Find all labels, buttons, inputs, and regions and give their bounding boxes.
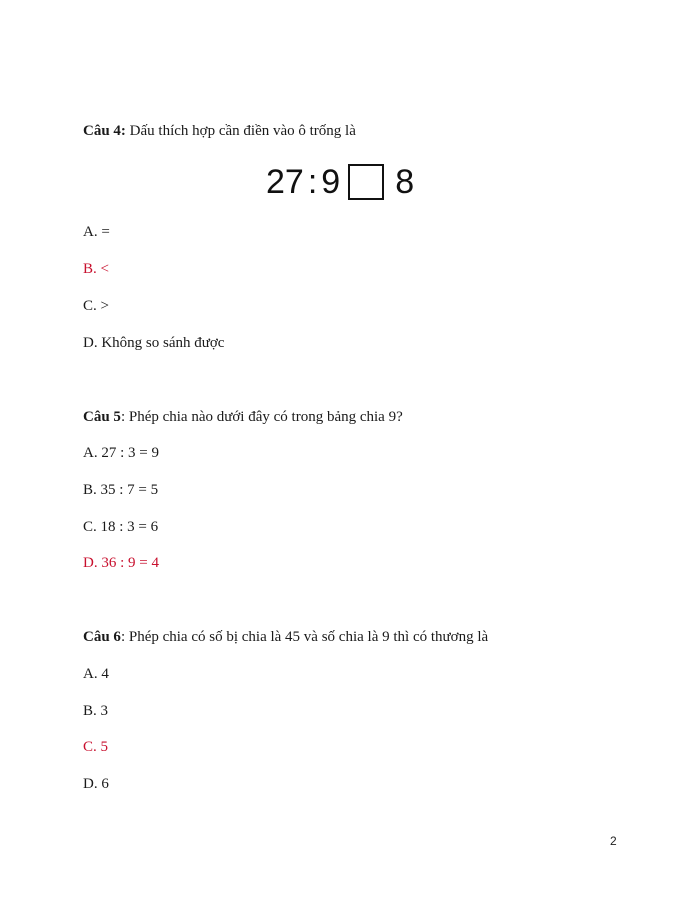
option-d: D. 6 — [83, 776, 109, 792]
option-a: A. 27 : 3 = 9 — [83, 445, 159, 461]
option-b: B. 3 — [83, 703, 109, 719]
option-a: A. = — [83, 224, 110, 240]
question-text: : Phép chia có số bị chia là 45 và số chia là 9 thì có thương là — [120, 629, 489, 645]
option-b-correct: B. < — [83, 261, 109, 277]
question-text: Dấu thích hợp cần điền vào ô trống là — [125, 123, 356, 139]
option-c: C. > — [83, 298, 109, 314]
option-d-correct: D. 36 : 9 = 4 — [83, 555, 159, 571]
question-label: Câu 6 — [83, 629, 121, 645]
option-a: A. 4 — [83, 666, 109, 682]
option-d: D. Không so sánh được — [83, 335, 225, 351]
division-sign: : — [307, 162, 318, 201]
question-6-heading — [83, 627, 488, 647]
math-expression — [266, 160, 414, 204]
question-5-heading — [83, 407, 403, 427]
comparison-number: 8 — [395, 162, 415, 201]
question-label: Câu 4: — [83, 123, 126, 139]
question-text: : Phép chia nào dưới đây có trong bảng chia 9? — [120, 409, 403, 425]
question-4-heading — [83, 121, 356, 141]
page-number: 2 — [610, 834, 617, 848]
blank-answer-box — [348, 164, 384, 200]
option-c-correct: C. 5 — [83, 739, 109, 755]
divisor: 9 — [321, 162, 341, 201]
option-b: B. 35 : 7 = 5 — [83, 482, 159, 498]
dividend: 27 — [266, 162, 304, 201]
option-c: C. 18 : 3 = 6 — [83, 519, 159, 535]
question-label: Câu 5 — [83, 409, 121, 425]
